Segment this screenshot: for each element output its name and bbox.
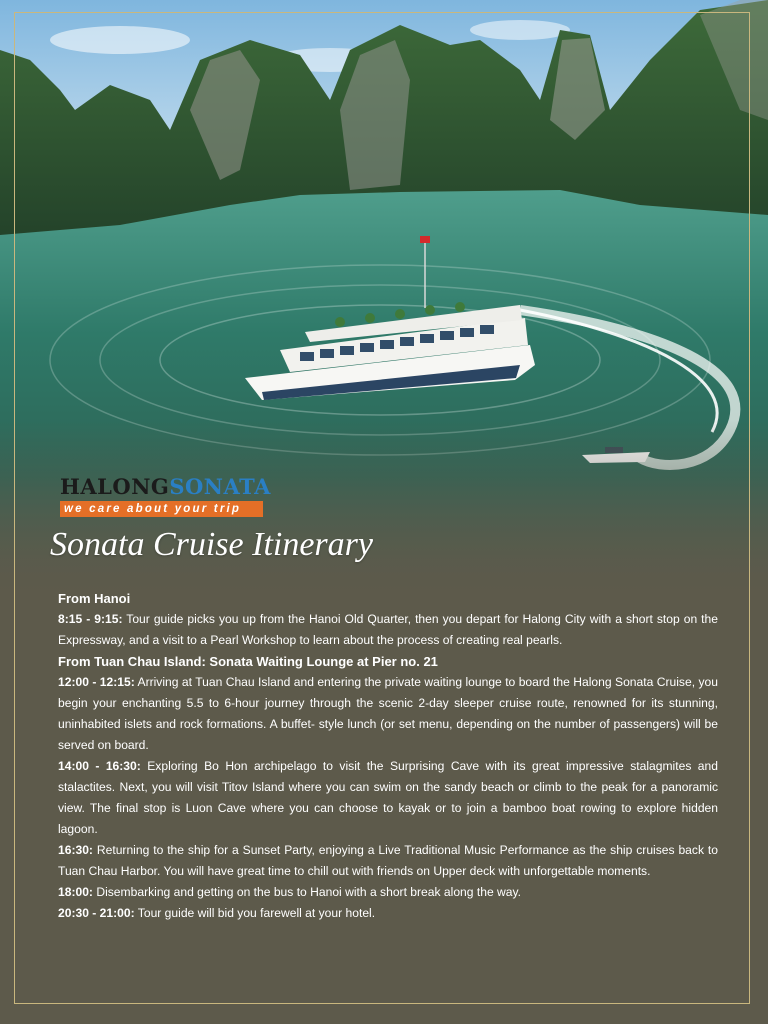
section-heading: From Hanoi: [58, 591, 131, 606]
item-text: Exploring Bo Hon archipelago to visit the Surprising Cave with its great impressive stalagmites and stalactites. Next, you will visit Titov Island where you can swim on the sandy beach or climb to the peak for a panoramic view. The final stop is Luon Cave where you can choose to kayak or to join a bamboo boat rowing to explore hidden lagoon.: [58, 759, 718, 836]
itinerary-item: [58, 840, 718, 882]
itinerary-item: [58, 672, 718, 756]
itinerary-item: [58, 756, 718, 840]
item-time: 16:30:: [58, 843, 93, 857]
itinerary-item: [58, 882, 718, 903]
item-text: Arriving at Tuan Chau Island and entering the private waiting lounge to board the Halong Sonata Cruise, you begin your enchanting 5.5 to 6-hour journey through the scenic 2-day sleeper cruise route, renowned for its stunning, uninhabited islets and rock formations. A buffet- style lunch (or set menu, depending on the number of passengers) will be served on board.: [58, 675, 718, 752]
item-time: 18:00:: [58, 885, 93, 899]
item-time: 8:15 - 9:15:: [58, 612, 123, 626]
item-time: 12:00 - 12:15:: [58, 675, 135, 689]
itinerary-item: [58, 609, 718, 651]
itinerary-item: [58, 903, 718, 924]
itinerary-content: [58, 588, 718, 924]
logo-name-sonata: SONATA: [169, 474, 271, 499]
logo-name-halong: HALONG: [60, 474, 170, 499]
item-text: Returning to the ship for a Sunset Party, enjoying a Live Traditional Music Performance as the ship cruises back to Tuan Chau Harbor. You will have great time to chill out with friends on Upper deck with unforgettable moments.: [58, 843, 718, 878]
item-text: Tour guide picks you up from the Hanoi Old Quarter, then you depart for Halong City with a short stop on the Expressway, and a visit to a Pearl Workshop to learn about the process of creating real pearls.: [58, 612, 718, 647]
logo-tagline: we care about your trip: [60, 501, 263, 517]
item-time: 14:00 - 16:30:: [58, 759, 141, 773]
item-text: Tour guide will bid you farewell at your hotel.: [137, 906, 376, 920]
section-heading: From Tuan Chau Island: Sonata Waiting Lounge at Pier no. 21: [58, 654, 438, 669]
item-text: Disembarking and getting on the bus to Hanoi with a short break along the way.: [96, 885, 521, 899]
halong-sonata-logo: [60, 474, 270, 517]
logo-wordmark: [60, 474, 270, 500]
item-time: 20:30 - 21:00:: [58, 906, 135, 920]
page-title: Sonata Cruise Itinerary: [50, 526, 373, 563]
